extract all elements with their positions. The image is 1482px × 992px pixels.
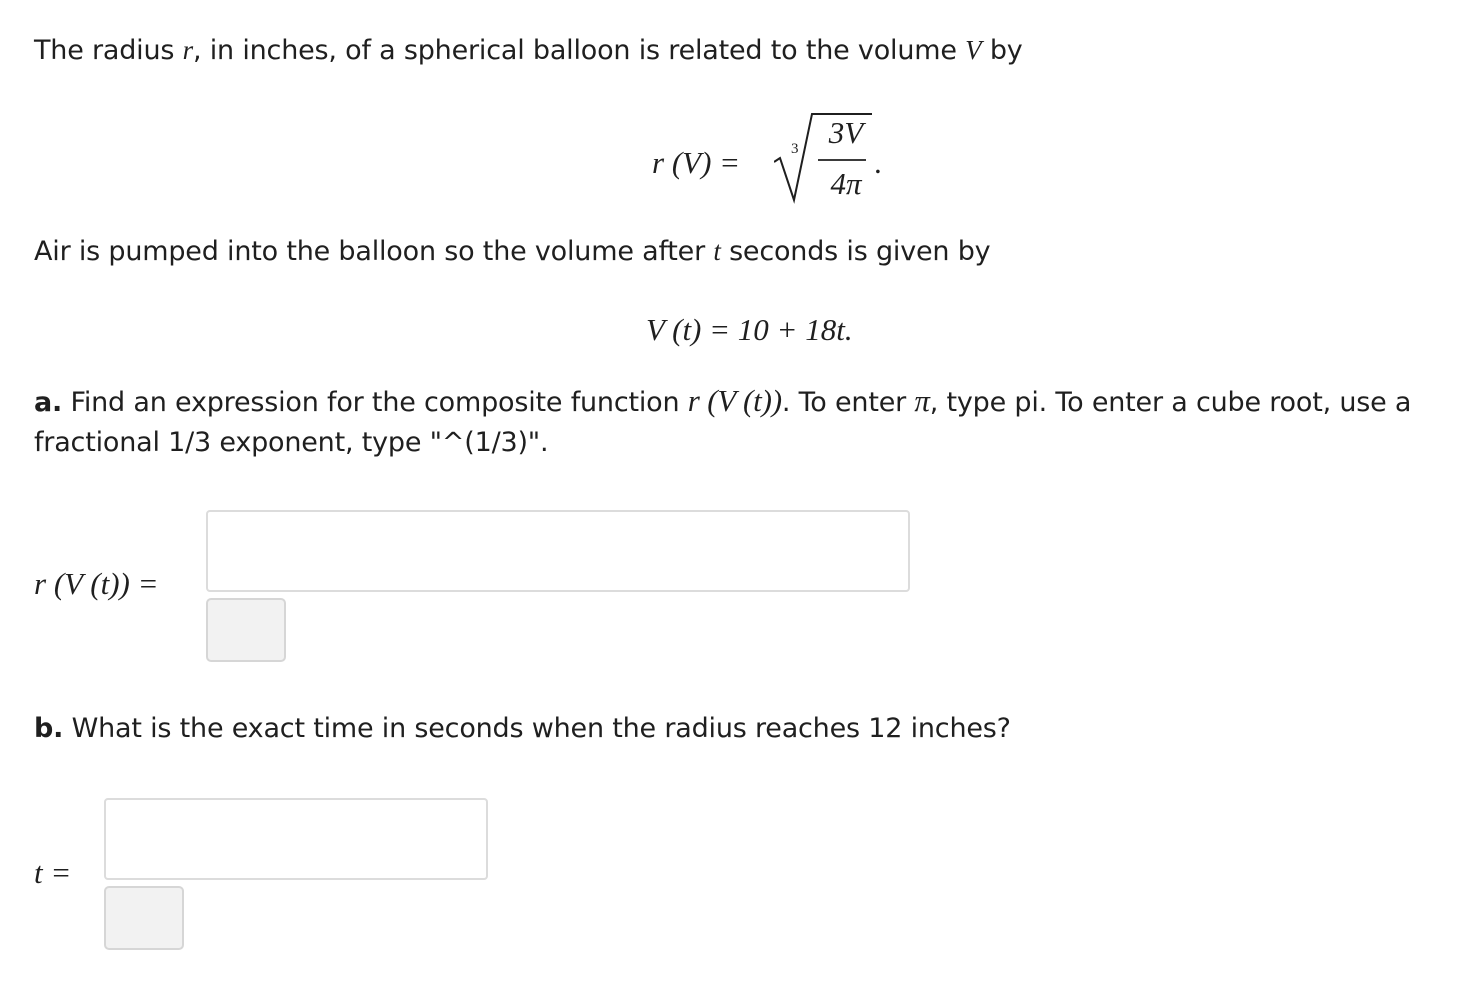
intro-text-2: , in inches, of a spherical balloon is related to the volume	[192, 35, 966, 66]
formula-period: .	[874, 145, 882, 180]
variable-r: r	[182, 35, 193, 65]
answer-a-preview-button[interactable]	[206, 598, 286, 662]
volume-formula: V (t) = 10 + 18t.	[646, 312, 853, 347]
root-index: 3	[791, 141, 799, 157]
fraction-numerator: 3V	[828, 115, 864, 150]
part-a-question	[34, 381, 1454, 463]
air-paragraph	[34, 231, 990, 272]
answer-b-label: t =	[34, 855, 72, 890]
part-a-text-3: , type pi. To enter a cube root, use a fractional 1/3 exponent, type "^(1/3)".	[34, 387, 1412, 458]
part-b-question	[34, 709, 1011, 749]
intro-text-1: The radius	[34, 35, 183, 66]
air-text-1: Air is pumped into the balloon so the volume after	[34, 236, 714, 267]
fraction-denominator: 4π	[830, 166, 862, 201]
intro-text-3: by	[981, 35, 1023, 66]
answer-b-preview-button[interactable]	[104, 886, 184, 950]
variable-t: t	[713, 236, 721, 266]
pi-symbol: π	[914, 383, 930, 418]
composite-expression: r (V (t))	[687, 383, 782, 418]
air-text-2: seconds is given by	[720, 236, 991, 267]
answer-a-label: r (V (t)) =	[34, 566, 159, 601]
part-b-label: b.	[34, 713, 64, 744]
part-a-text-2: . To enter	[781, 387, 915, 418]
part-b-text: What is the exact time in seconds when the radius reaches 12 inches?	[63, 713, 1011, 744]
part-a-label: a.	[34, 387, 63, 418]
part-a-text-1: Find an expression for the composite function	[62, 387, 688, 418]
formula-lhs: r (V) =	[652, 145, 741, 180]
radius-formula	[652, 108, 892, 208]
answer-b-input[interactable]	[104, 798, 488, 880]
intro-paragraph	[34, 30, 1023, 71]
variable-V: V	[965, 35, 982, 65]
answer-a-input[interactable]	[206, 510, 910, 592]
